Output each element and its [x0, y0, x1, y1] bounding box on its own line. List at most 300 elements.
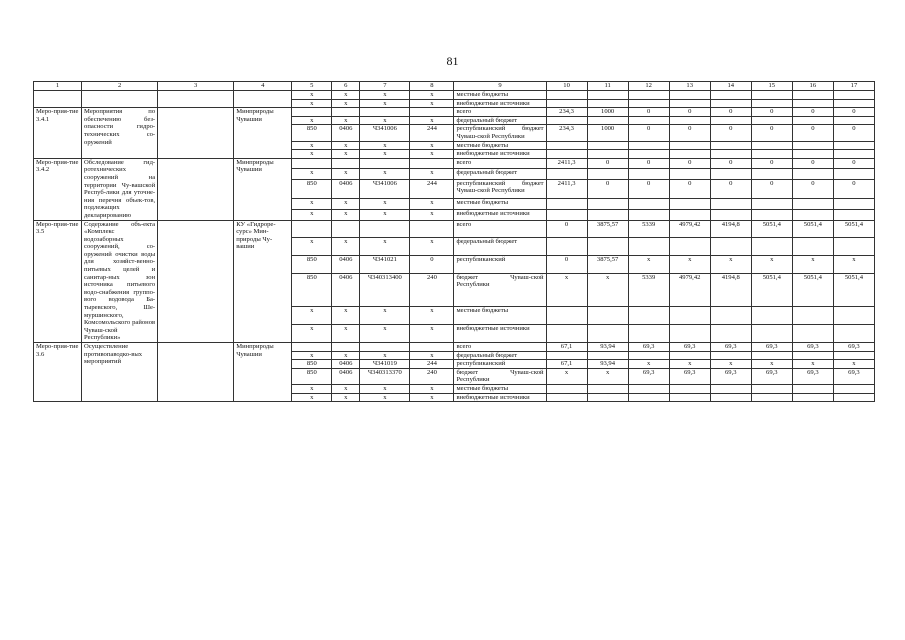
year-value-cell — [669, 141, 710, 150]
measure-name-cell: Содержание объ-екта «Комплекс водозаборных сооружений, со-оружений очистки воды для хозяйст-венно-питьевых целей и санитар-ных зон источника питьевого водо-снабжения группо-вого водовода Ба-тыревского, Ше-муршинского, Комсомольского районов Чуваш-ской Республики» — [82, 220, 158, 343]
year-value-cell — [792, 238, 833, 256]
funding-source-cell: бюджет Чуваш-ской Республики — [454, 368, 546, 384]
target-item-code-cell: x — [360, 199, 410, 209]
year-value-cell — [710, 169, 751, 179]
year-value-cell — [628, 141, 669, 150]
target-item-code-cell: Ч341019 — [360, 360, 410, 369]
year-value-cell: 69,3 — [792, 343, 833, 352]
year-value-cell: 5051,4 — [751, 220, 792, 238]
section-code-cell: x — [332, 150, 360, 159]
executor-cell: Минприроды Чувашии — [234, 158, 292, 220]
target-item-code-cell: x — [360, 393, 410, 402]
expense-type-code-cell: x — [410, 209, 454, 220]
year-value-cell — [710, 150, 751, 159]
executor-cell: Минприроды Чувашии — [234, 343, 292, 402]
year-value-cell: 0 — [792, 125, 833, 141]
year-value-cell — [792, 116, 833, 125]
section-code-cell — [332, 343, 360, 352]
year-value-cell — [833, 116, 874, 125]
year-value-cell: 69,3 — [710, 368, 751, 384]
funding-source-cell: местные бюджеты — [454, 384, 546, 393]
year-value-cell: 0 — [628, 179, 669, 199]
expense-type-code-cell — [410, 108, 454, 117]
year-value-cell — [587, 209, 628, 220]
section-code-cell: 0406 — [332, 179, 360, 199]
year-value-cell — [833, 238, 874, 256]
year-value-cell: 4979,42 — [669, 220, 710, 238]
budget-table — [33, 81, 875, 402]
year-value-cell — [546, 209, 587, 220]
year-value-cell: 69,3 — [833, 368, 874, 384]
section-code-cell: x — [332, 307, 360, 325]
target-item-code-cell — [360, 158, 410, 168]
year-value-cell: 67,1 — [546, 343, 587, 352]
funding-source-cell: всего — [454, 158, 546, 168]
year-value-cell — [587, 199, 628, 209]
year-value-cell — [751, 169, 792, 179]
target-item-code-cell: x — [360, 238, 410, 256]
grbs-code-cell: 850 — [292, 368, 332, 384]
year-value-cell: x — [710, 256, 751, 274]
year-value-cell: x — [751, 256, 792, 274]
year-value-cell — [710, 91, 751, 100]
year-value-cell — [587, 150, 628, 159]
year-value-cell: 234,3 — [546, 125, 587, 141]
expense-type-code-cell: x — [410, 238, 454, 256]
section-code-cell — [332, 158, 360, 168]
section-code-cell — [332, 220, 360, 238]
measure-name-cell — [82, 91, 158, 108]
target-item-code-cell: Ч341006 — [360, 125, 410, 141]
year-value-cell — [833, 169, 874, 179]
year-value-cell — [669, 199, 710, 209]
year-value-cell: 0 — [751, 158, 792, 168]
section-code-cell: 0406 — [332, 273, 360, 307]
target-item-code-cell: x — [360, 169, 410, 179]
year-value-cell — [587, 91, 628, 100]
year-value-cell — [669, 150, 710, 159]
funding-source-cell: местные бюджеты — [454, 91, 546, 100]
year-value-cell: 0 — [669, 125, 710, 141]
year-value-cell — [833, 384, 874, 393]
year-value-cell — [751, 209, 792, 220]
funding-source-cell: внебюджетные источники — [454, 393, 546, 402]
year-value-cell: 3875,57 — [587, 220, 628, 238]
year-value-cell — [587, 169, 628, 179]
year-value-cell: 5051,4 — [751, 273, 792, 307]
year-value-cell — [792, 351, 833, 360]
year-value-cell — [546, 91, 587, 100]
target-item-code-cell: Ч341021 — [360, 256, 410, 274]
year-value-cell: 4979,42 — [669, 273, 710, 307]
year-value-cell — [751, 307, 792, 325]
year-value-cell: 0 — [833, 179, 874, 199]
year-value-cell — [628, 351, 669, 360]
year-value-cell — [546, 199, 587, 209]
header-cell: 7 — [360, 82, 410, 91]
measure-code-cell: Меро-прия-тие 3.6 — [34, 343, 82, 402]
header-cell: 8 — [410, 82, 454, 91]
expense-type-code-cell: 240 — [410, 368, 454, 384]
header-cell: 3 — [158, 82, 234, 91]
year-value-cell: 0 — [669, 158, 710, 168]
funding-source-cell: местные бюджеты — [454, 199, 546, 209]
measure-code-cell: Меро-прия-тие 3.4.1 — [34, 108, 82, 159]
year-value-cell: 0 — [710, 108, 751, 117]
section-code-cell: x — [332, 325, 360, 343]
year-value-cell: 0 — [628, 158, 669, 168]
year-value-cell — [710, 141, 751, 150]
funding-source-cell: всего — [454, 108, 546, 117]
section-code-cell — [332, 108, 360, 117]
year-value-cell: 1000 — [587, 125, 628, 141]
grbs-code-cell — [292, 108, 332, 117]
header-cell: 12 — [628, 82, 669, 91]
year-value-cell — [628, 384, 669, 393]
year-value-cell: 5051,4 — [792, 220, 833, 238]
page-number: 81 — [446, 54, 459, 68]
year-value-cell — [628, 238, 669, 256]
year-value-cell — [546, 169, 587, 179]
table-row — [34, 220, 875, 238]
expense-type-code-cell: 0 — [410, 256, 454, 274]
header-cell: 10 — [546, 82, 587, 91]
grbs-code-cell: x — [292, 325, 332, 343]
year-value-cell — [710, 238, 751, 256]
year-value-cell — [669, 384, 710, 393]
target-item-code-cell: x — [360, 307, 410, 325]
target-item-code-cell: x — [360, 150, 410, 159]
header-cell: 6 — [332, 82, 360, 91]
measure-name-cell: Осуществление противопаводко-вых мероприятий — [82, 343, 158, 402]
year-value-cell: 0 — [710, 125, 751, 141]
target-item-code-cell: x — [360, 116, 410, 125]
year-value-cell: 4194,8 — [710, 273, 751, 307]
year-value-cell — [546, 351, 587, 360]
target-item-code-cell: x — [360, 384, 410, 393]
year-value-cell — [669, 325, 710, 343]
year-value-cell — [628, 325, 669, 343]
target-item-code-cell: x — [360, 209, 410, 220]
year-value-cell — [628, 209, 669, 220]
section-code-cell: x — [332, 384, 360, 393]
year-value-cell — [710, 393, 751, 402]
year-value-cell — [792, 325, 833, 343]
grbs-code-cell — [292, 343, 332, 352]
year-value-cell — [751, 91, 792, 100]
year-value-cell — [833, 325, 874, 343]
year-value-cell — [546, 116, 587, 125]
year-value-cell: 234,3 — [546, 108, 587, 117]
program-cell — [158, 158, 234, 220]
header-cell: 2 — [82, 82, 158, 91]
year-value-cell — [587, 351, 628, 360]
year-value-cell: x — [669, 256, 710, 274]
target-item-code-cell: x — [360, 351, 410, 360]
section-code-cell: 0406 — [332, 125, 360, 141]
grbs-code-cell: 850 — [292, 360, 332, 369]
year-value-cell — [628, 199, 669, 209]
year-value-cell: 0 — [628, 108, 669, 117]
funding-source-cell: республиканский бюджет Чуваш-ской Республики — [454, 125, 546, 141]
expense-type-code-cell: x — [410, 351, 454, 360]
year-value-cell — [833, 351, 874, 360]
year-value-cell — [792, 307, 833, 325]
grbs-code-cell: x — [292, 393, 332, 402]
year-value-cell: 5339 — [628, 220, 669, 238]
year-value-cell — [546, 307, 587, 325]
year-value-cell — [546, 150, 587, 159]
year-value-cell — [710, 325, 751, 343]
year-value-cell — [710, 351, 751, 360]
header-cell: 1 — [34, 82, 82, 91]
section-code-cell: x — [332, 91, 360, 100]
year-value-cell: 4194,8 — [710, 220, 751, 238]
year-value-cell — [587, 384, 628, 393]
year-value-cell — [587, 141, 628, 150]
expense-type-code-cell — [410, 158, 454, 168]
expense-type-code-cell: x — [410, 325, 454, 343]
year-value-cell — [833, 199, 874, 209]
year-value-cell: 69,3 — [792, 368, 833, 384]
year-value-cell — [669, 307, 710, 325]
year-value-cell: 1000 — [587, 108, 628, 117]
funding-source-cell: всего — [454, 220, 546, 238]
year-value-cell — [587, 325, 628, 343]
year-value-cell — [792, 393, 833, 402]
year-value-cell: x — [792, 360, 833, 369]
year-value-cell — [792, 99, 833, 108]
year-value-cell — [792, 150, 833, 159]
year-value-cell: 69,3 — [751, 368, 792, 384]
year-value-cell — [669, 238, 710, 256]
header-cell: 16 — [792, 82, 833, 91]
year-value-cell: 0 — [751, 179, 792, 199]
year-value-cell: x — [751, 360, 792, 369]
grbs-code-cell: x — [292, 116, 332, 125]
grbs-code-cell: 850 — [292, 256, 332, 274]
funding-source-cell: внебюджетные источники — [454, 99, 546, 108]
expense-type-code-cell: x — [410, 169, 454, 179]
funding-source-cell: федеральный бюджет — [454, 238, 546, 256]
table-row — [34, 343, 875, 352]
year-value-cell — [710, 116, 751, 125]
grbs-code-cell: 850 — [292, 273, 332, 307]
year-value-cell: 93,94 — [587, 343, 628, 352]
header-row — [34, 82, 875, 91]
year-value-cell — [751, 238, 792, 256]
section-code-cell: x — [332, 393, 360, 402]
grbs-code-cell — [292, 158, 332, 168]
year-value-cell: x — [546, 273, 587, 307]
grbs-code-cell: x — [292, 307, 332, 325]
target-item-code-cell: x — [360, 141, 410, 150]
funding-source-cell: внебюджетные источники — [454, 150, 546, 159]
year-value-cell — [669, 393, 710, 402]
table-row — [34, 108, 875, 117]
year-value-cell — [587, 307, 628, 325]
expense-type-code-cell: x — [410, 141, 454, 150]
grbs-code-cell: x — [292, 99, 332, 108]
header-cell: 13 — [669, 82, 710, 91]
program-cell — [158, 91, 234, 108]
year-value-cell — [751, 393, 792, 402]
year-value-cell: x — [587, 273, 628, 307]
year-value-cell: 0 — [587, 158, 628, 168]
year-value-cell: x — [546, 368, 587, 384]
year-value-cell: 67,1 — [546, 360, 587, 369]
year-value-cell — [628, 307, 669, 325]
year-value-cell: 5051,4 — [792, 273, 833, 307]
year-value-cell — [751, 116, 792, 125]
measure-name-cell: Обследование гид-ротехнических сооружений на территории Чу-вашской Респуб-лики для уточне-ния перечня объек-тов, подлежащих декларированию — [82, 158, 158, 220]
header-cell: 17 — [833, 82, 874, 91]
header-cell: 11 — [587, 82, 628, 91]
funding-source-cell: республиканский бюджет Чуваш-ской Республики — [454, 179, 546, 199]
year-value-cell — [628, 169, 669, 179]
funding-source-cell: федеральный бюджет — [454, 351, 546, 360]
year-value-cell — [546, 325, 587, 343]
year-value-cell: 0 — [628, 125, 669, 141]
year-value-cell: 5339 — [628, 273, 669, 307]
year-value-cell: 0 — [792, 108, 833, 117]
grbs-code-cell: x — [292, 199, 332, 209]
year-value-cell: 5051,4 — [833, 220, 874, 238]
expense-type-code-cell — [410, 220, 454, 238]
target-item-code-cell: Ч340313400 — [360, 273, 410, 307]
year-value-cell: 0 — [669, 108, 710, 117]
funding-source-cell: бюджет Чуваш-ской Республики — [454, 273, 546, 307]
year-value-cell — [546, 99, 587, 108]
year-value-cell: 69,3 — [669, 343, 710, 352]
year-value-cell: 69,3 — [628, 368, 669, 384]
year-value-cell — [669, 91, 710, 100]
funding-source-cell: всего — [454, 343, 546, 352]
year-value-cell: x — [628, 360, 669, 369]
target-item-code-cell: Ч340313370 — [360, 368, 410, 384]
year-value-cell — [833, 141, 874, 150]
target-item-code-cell — [360, 343, 410, 352]
executor-cell — [234, 91, 292, 108]
grbs-code-cell: x — [292, 150, 332, 159]
funding-source-cell: федеральный бюджет — [454, 116, 546, 125]
year-value-cell — [833, 150, 874, 159]
measure-code-cell: Меро-прия-тие 3.5 — [34, 220, 82, 343]
header-cell: 15 — [751, 82, 792, 91]
expense-type-code-cell: x — [410, 384, 454, 393]
year-value-cell — [587, 238, 628, 256]
year-value-cell: 3875,57 — [587, 256, 628, 274]
year-value-cell — [751, 325, 792, 343]
year-value-cell — [669, 351, 710, 360]
measure-name-cell: Мероприятия по обеспечению без-опасности гидро-технических со-оружений — [82, 108, 158, 159]
year-value-cell — [628, 116, 669, 125]
grbs-code-cell: x — [292, 169, 332, 179]
year-value-cell: 69,3 — [628, 343, 669, 352]
year-value-cell — [669, 169, 710, 179]
section-code-cell: x — [332, 99, 360, 108]
expense-type-code-cell: x — [410, 393, 454, 402]
grbs-code-cell: 850 — [292, 125, 332, 141]
table-row — [34, 91, 875, 100]
expense-type-code-cell: 244 — [410, 179, 454, 199]
year-value-cell: 0 — [751, 108, 792, 117]
section-code-cell: x — [332, 238, 360, 256]
year-value-cell: 2411,3 — [546, 158, 587, 168]
year-value-cell — [628, 150, 669, 159]
year-value-cell — [833, 209, 874, 220]
expense-type-code-cell: x — [410, 199, 454, 209]
year-value-cell — [751, 99, 792, 108]
target-item-code-cell — [360, 108, 410, 117]
funding-source-cell: местные бюджеты — [454, 141, 546, 150]
expense-type-code-cell: x — [410, 91, 454, 100]
section-code-cell: x — [332, 351, 360, 360]
program-cell — [158, 108, 234, 159]
year-value-cell — [546, 384, 587, 393]
year-value-cell — [587, 99, 628, 108]
funding-source-cell: республиканский — [454, 360, 546, 369]
header-cell: 9 — [454, 82, 546, 91]
year-value-cell: 0 — [710, 179, 751, 199]
year-value-cell: 93,94 — [587, 360, 628, 369]
expense-type-code-cell: x — [410, 99, 454, 108]
section-code-cell: x — [332, 169, 360, 179]
year-value-cell — [833, 307, 874, 325]
year-value-cell — [751, 351, 792, 360]
target-item-code-cell: x — [360, 99, 410, 108]
year-value-cell: 5051,4 — [833, 273, 874, 307]
year-value-cell: 69,3 — [669, 368, 710, 384]
year-value-cell: x — [669, 360, 710, 369]
year-value-cell — [587, 116, 628, 125]
year-value-cell: 0 — [546, 256, 587, 274]
year-value-cell — [710, 199, 751, 209]
year-value-cell — [792, 199, 833, 209]
funding-source-cell: внебюджетные источники — [454, 325, 546, 343]
section-code-cell: 0406 — [332, 256, 360, 274]
grbs-code-cell: x — [292, 209, 332, 220]
expense-type-code-cell: 240 — [410, 273, 454, 307]
program-cell — [158, 343, 234, 402]
year-value-cell: 0 — [751, 125, 792, 141]
section-code-cell: x — [332, 141, 360, 150]
year-value-cell — [792, 384, 833, 393]
target-item-code-cell — [360, 220, 410, 238]
year-value-cell — [751, 150, 792, 159]
year-value-cell — [792, 91, 833, 100]
year-value-cell — [710, 384, 751, 393]
target-item-code-cell: Ч341006 — [360, 179, 410, 199]
expense-type-code-cell: x — [410, 150, 454, 159]
section-code-cell: x — [332, 209, 360, 220]
year-value-cell — [792, 169, 833, 179]
year-value-cell — [792, 141, 833, 150]
year-value-cell: 69,3 — [751, 343, 792, 352]
funding-source-cell: внебюджетные источники — [454, 209, 546, 220]
header-cell: 4 — [234, 82, 292, 91]
target-item-code-cell: x — [360, 325, 410, 343]
header-cell: 14 — [710, 82, 751, 91]
year-value-cell — [710, 209, 751, 220]
year-value-cell — [546, 141, 587, 150]
year-value-cell — [833, 99, 874, 108]
year-value-cell — [546, 393, 587, 402]
grbs-code-cell — [292, 220, 332, 238]
year-value-cell: x — [792, 256, 833, 274]
executor-cell: КУ «Гидроре-сурс» Мин-природы Чу-вашии — [234, 220, 292, 343]
year-value-cell: 0 — [833, 158, 874, 168]
